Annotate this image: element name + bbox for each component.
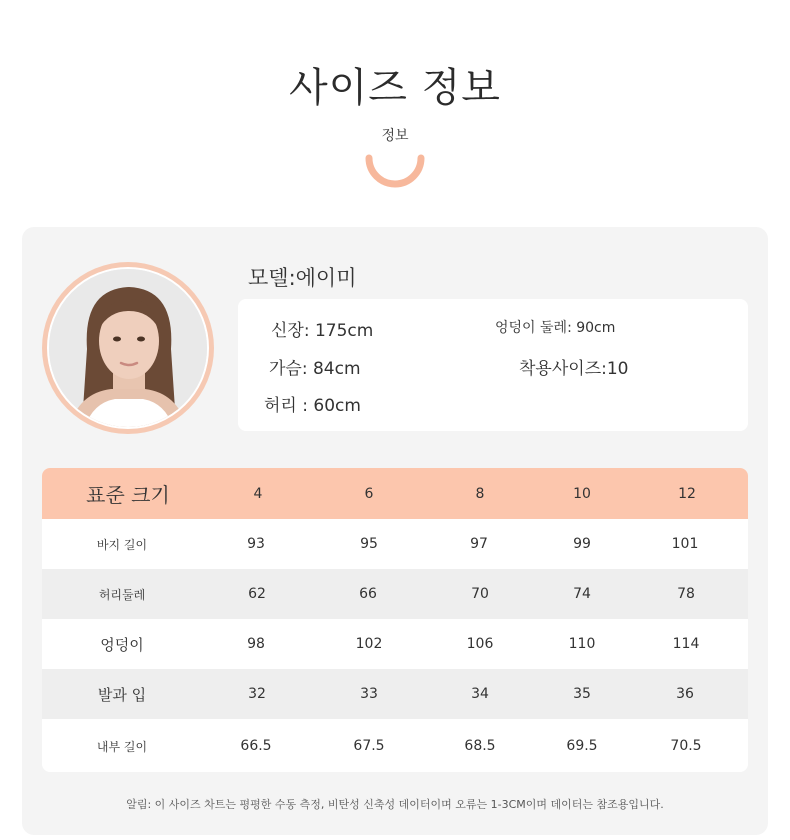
disclaimer-note: 알림: 이 사이즈 차트는 평평한 수동 측정, 비탄성 신축성 데이터이며 오류는 1-3CM이며 데이터는 참조용입니다. (126, 798, 664, 811)
table-cell: 66.5 (240, 738, 272, 754)
table-row (42, 669, 748, 719)
model-photo (47, 267, 209, 429)
row-label: 내부 길이 (96, 739, 148, 754)
table-cell: 114 (672, 636, 700, 652)
size-header: 10 (573, 485, 591, 502)
model-waist: 허리 : 60cm (264, 396, 361, 416)
size-header: 6 (364, 485, 374, 502)
table-cell: 99 (573, 536, 591, 552)
table-cell: 33 (360, 686, 378, 702)
size-header: 12 (678, 485, 696, 502)
table-cell: 93 (247, 536, 265, 552)
row-label: 엉덩이 (100, 635, 144, 654)
model-measurements (238, 299, 748, 431)
table-cell: 102 (355, 636, 383, 652)
row-label: 바지 길이 (96, 537, 148, 552)
table-cell: 66 (359, 586, 377, 602)
model-name: 모델:에이미 (248, 266, 357, 290)
table-cell: 95 (360, 536, 378, 552)
model-wear-size: 착용사이즈:10 (519, 359, 629, 379)
model-hip: 엉덩이 둘레: 90cm (495, 320, 616, 336)
header-label: 표준 크기 (86, 483, 170, 507)
model-avatar (42, 262, 214, 434)
table-cell: 101 (671, 536, 699, 552)
table-cell: 110 (568, 636, 596, 652)
size-header: 8 (475, 485, 485, 502)
model-chest: 가슴: 84cm (269, 359, 361, 379)
table-cell: 70.5 (670, 738, 702, 754)
table-cell: 68.5 (464, 738, 496, 754)
table-cell: 74 (573, 586, 591, 602)
model-portrait-icon (49, 269, 207, 427)
table-cell: 106 (466, 636, 494, 652)
size-table-header (42, 468, 748, 519)
table-cell: 36 (676, 686, 694, 702)
table-cell: 67.5 (353, 738, 385, 754)
model-height: 신장: 175cm (271, 321, 374, 341)
table-cell: 32 (248, 686, 266, 702)
page-subtitle: 정보 (381, 128, 409, 144)
table-cell: 69.5 (566, 738, 598, 754)
table-cell: 98 (247, 636, 265, 652)
row-label: 발과 입 (97, 685, 147, 704)
table-cell: 78 (677, 586, 695, 602)
table-cell: 35 (573, 686, 591, 702)
page-title: 사이즈 정보 (289, 65, 501, 111)
table-cell: 62 (248, 586, 266, 602)
smile-decoration-icon (365, 150, 425, 188)
size-table (42, 468, 748, 772)
table-row (42, 569, 748, 619)
table-row (42, 720, 748, 772)
size-header: 4 (253, 485, 263, 502)
table-row (42, 619, 748, 669)
table-cell: 34 (471, 686, 489, 702)
table-cell: 97 (470, 536, 488, 552)
row-label: 허리둘레 (98, 587, 146, 602)
table-cell: 70 (471, 586, 489, 602)
table-row (42, 519, 748, 569)
